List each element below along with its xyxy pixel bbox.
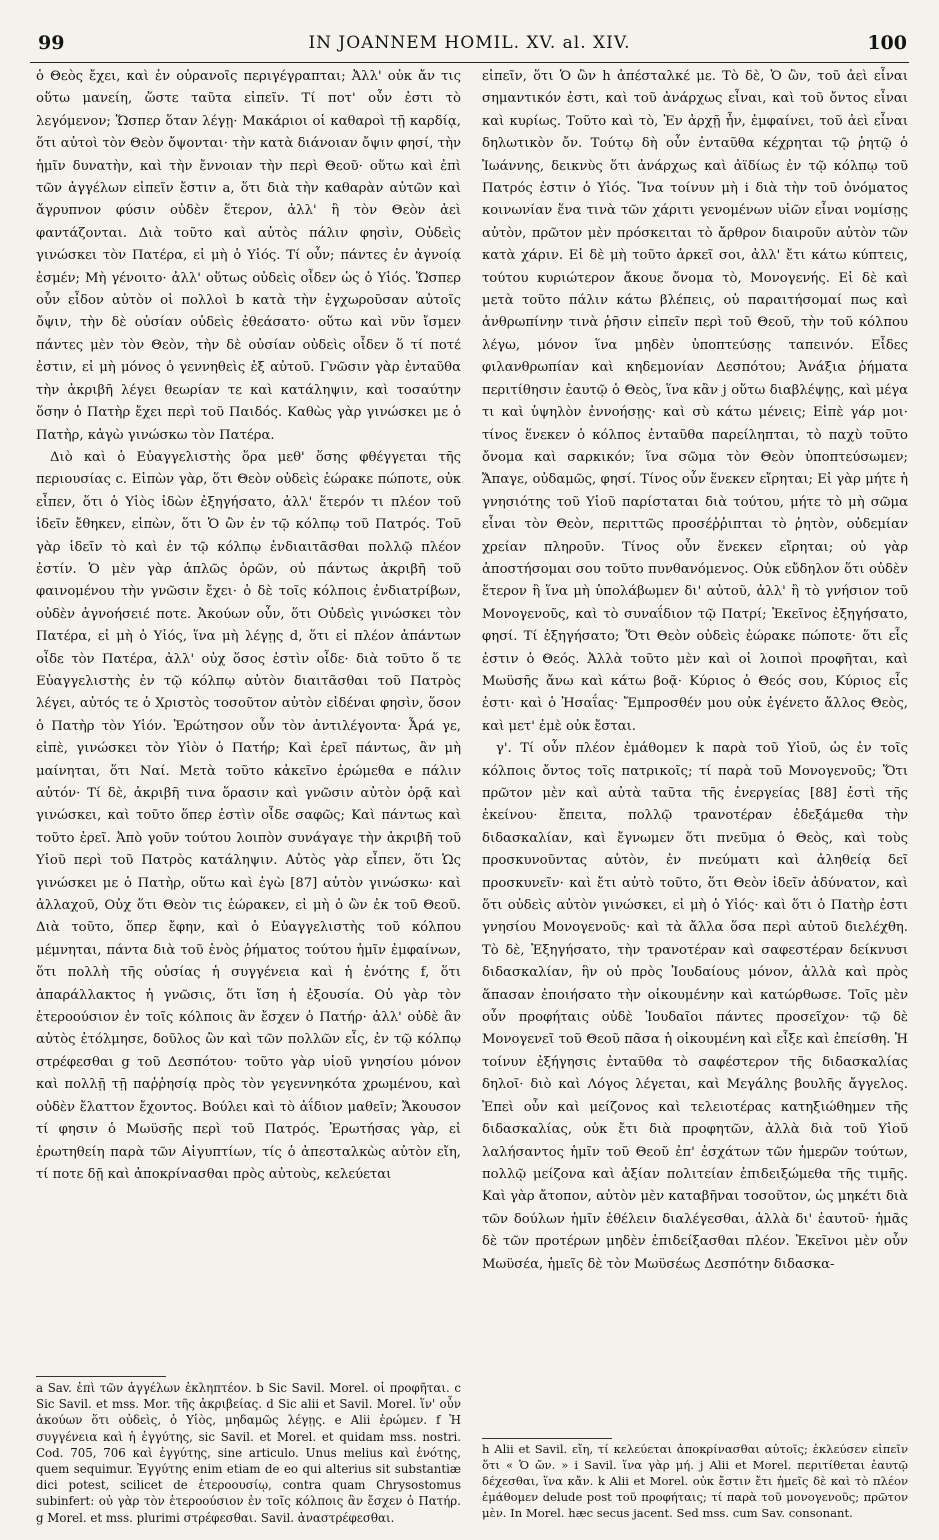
footnote: h Alii et Savil. εἴη, τί κελεύεται ἀποκρίνασθαι αὐτοῖς; ἐκλεύσεν εἰπεῖν ὅτι « Ὁ ὤν. » i Savil. ἵνα γὰρ μή. j Alii et Morel. περιτίθεται ἑαυτῷ δέχεσθαι, ἵνα κἄν. k Alii et Morel. οὐκ ἔστιν ἔτι ἡμεῖς δὲ καὶ τὸ πλέον ἐμάθομεν delude post τοῦ προφήταις; τί παρὰ τοῦ μονογενοῦς; πρῶτον μὲν. In Morel. hæc secus jacent. Sed mss. cum Sav. consonant.	[482, 1442, 908, 1520]
paragraph: εἰπεῖν, ὅτι Ὁ ὢν h ἀπέσταλκέ με. Τὸ δὲ, Ὁ ὢν, τοῦ ἀεὶ εἶναι σημαντικόν ἐστι, καὶ τοῦ ἀνάρχως εἶναι, καὶ τοῦ ὄντος εἶναι καὶ κυρίως. Τοῦτο καὶ τὸ, Ἐν ἀρχῇ ἦν, ἐμφαίνει, τοῦ ἀεὶ εἶναι δηλωτικὸν ὄν. Τούτῳ δὴ οὖν ἐνταῦθα κέχρηται τῷ ῥητῷ ὁ Ἰωάννης, δεικνὺς ὅτι ἀνάρχως καὶ ἀϊδίως ἐν τῷ κόλπῳ τοῦ Πατρός ἐστιν ὁ Υἱός. Ἵνα τοίνυν μὴ i διὰ τὴν τοῦ ὀνόματος κοινωνίαν ἕνα τινὰ τῶν χάριτι γενομένων υἱῶν εἶναι νομίσῃς αὐτὸν, πρῶτον μὲν πρόσκειται τὸ ἄρθρον διαιροῦν αὐτὸν τῶν κατὰ χάριν. Εἰ δὲ μὴ τοῦτο ἀρκεῖ σοι, ἀλλ' ἔτι κάτω κύπτεις, τούτου κυριώτερον ἄκουε ὄνομα τὸ, Μονογενής. Εἰ δὲ καὶ μετὰ τοῦτο πάλιν κάτω βλέπεις, οὐ παραιτήσομαί πως καὶ ἀνθρωπίνην τινὰ ῥῆσιν εἰπεῖν περὶ τοῦ Θεοῦ, τὴν τοῦ κόλπου λέγω, μόνον ἵνα μηδὲν ὑποπτεύσῃς ταπεινόν. Εἶδες φιλανθρωπίαν καὶ κηδεμονίαν Δεσπότου; Ἀνάξια ῥήματα περιτίθησιν ἑαυτῷ ὁ Θεὸς, ἵνα κἂν j οὕτω διαβλέψῃς, καὶ μέγα τι καὶ ὑψηλὸν ἐννοήσῃς· καὶ σὺ κάτω μένεις; Εἰπὲ γάρ μοι· τίνος ἕνεκεν ὁ κόλπος ἐνταῦθα παρείληπται, τὸ παχὺ τοῦτο ὄνομα καὶ σαρκικόν; ἵνα σῶμα τὸν Θεὸν ὑποπτεύσωμεν; Ἄπαγε, οὐδαμῶς, φησί. Τίνος οὖν ἕνεκεν εἴρηται; Εἰ γὰρ μήτε ἡ γνησιότης τοῦ Υἱοῦ παρίσταται διὰ τούτου, μήτε τὸ μὴ σῶμα εἶναι τὸν Θεὸν, περιττῶς προσέῤῥιπται τὸ ῥητὸν, οὐδεμίαν χρείαν πληροῦν. Τίνος οὖν ἕνεκεν εἴρηται; οὐ γὰρ ἀποστήσομαι σου τοῦτο πυνθανόμενος. Οὐκ εὔδηλον ὅτι οὐδὲν ἕτερον ἢ ἵνα μὴ ὑπολάβωμεν δι' αὐτοῦ, ἀλλ' ἢ τὸ γνήσιον τοῦ Μονογενοῦς, καὶ τὸ συναΐδιον τῷ Πατρί; Ἐκεῖνος ἐξηγήσατο, φησί. Τί ἐξηγήσατο; Ὅτι Θεὸν οὐδεὶς ἑώρακε πώποτε· ὅτι εἷς ἐστιν ὁ Θεός. Ἀλλὰ τοῦτο μὲν καὶ οἱ λοιποὶ προφῆται, καὶ Μωϋσῆς ἄνω καὶ κάτω βοᾷ· Κύριος ὁ Θεός σου, Κύριος εἷς ἐστι· καὶ ὁ Ἠσαΐας· Ἔμπροσθέν μου οὐκ ἐγένετο ἄλλος Θεὸς, καὶ μετ' ἐμὲ οὐκ ἔσται.	[482, 69, 908, 734]
running-header	[30, 28, 909, 63]
paragraph: γ'. Τί οὖν πλέον ἐμάθομεν k παρὰ τοῦ Υἱοῦ, ὡς ἐν τοῖς κόλποις ὄντος τοῖς πατρικοῖς; τί παρὰ τοῦ Μονογενοῦς; Ὅτι πρῶτον μὲν καὶ αὐτὰ ταῦτα τῆς ἐνεργείας [88] ἐστὶ τῆς ἐκείνου· ἔπειτα, πολλῷ τρανοτέραν ἐδεξάμεθα τὴν διδασκαλίαν, καὶ ἔγνωμεν ὅτι πνεῦμα ὁ Θεὸς, καὶ τοὺς προσκυνοῦντας αὐτὸν, ἐν πνεύματι καὶ ἀληθείᾳ δεῖ προσκυνεῖν· καὶ ἔτι αὐτὸ τοῦτο, ὅτι Θεὸν ἰδεῖν ἀδύνατον, καὶ ὅτι οὐδεὶς αὐτὸν γινώσκει, εἰ μὴ ὁ Υἱός· καὶ ὅτι ὁ Πατὴρ ἐστι γνησίου Μονογενοῦς· καὶ τὰ ἄλλα ὅσα περὶ αὐτοῦ διελέχθη. Τὸ δὲ, Ἐξηγήσατο, τὴν τρανοτέραν καὶ σαφεστέραν δείκνυσι διδασκαλίαν, ἣν οὐ πρὸς Ἰουδαίους μόνον, ἀλλὰ καὶ πρὸς ἅπασαν ἐποιήσατο τὴν οἰκουμένην καὶ κατώρθωσε. Τοῖς μὲν οὖν προφήταις οὐδὲ Ἰουδαῖοι πάντες προσεῖχον· τῷ δὲ Μονογενεῖ τοῦ Θεοῦ πᾶσα ἡ οἰκουμένη καὶ εἶξε καὶ ἐπείσθη. Ἡ τοίνυν ἐξήγησις ἐνταῦθα τὸ σαφέστερον τῆς διδασκαλίας δηλοῖ· διὸ καὶ Λόγος λέγεται, καὶ Μεγάλης βουλῆς ἄγγελος. Ἐπεὶ οὖν καὶ μείζονος καὶ τελειοτέρας κατηξιώθημεν τῆς διδασκαλίας, οὐκ ἔτι διὰ προφητῶν, ἀλλὰ διὰ τοῦ Υἱοῦ λαλήσαντος ἡμῖν τοῦ Θεοῦ ἐπ' ἐσχάτων τῶν ἡμερῶν τούτων, πολλῷ μείζονα καὶ ἀξίαν πολιτείαν ἐπιδειξώμεθα τῆς τιμῆς. Καὶ γὰρ ἄτοπον, αὐτὸν μὲν καταβῆναι τοσοῦτον, ὡς μηκέτι διὰ τῶν δούλων ἡμῖν ἐθέλειν διαλέγεσθαι, ἀλλὰ δι' ἑαυτοῦ· ἡμᾶς δὲ τῶν προτέρων μηδὲν ἐπιδείξασθαι πλέον. Ἐκεῖνοι μὲν οὖν Μωϋσέα, ἡμεῖς δὲ τὸν Μωϋσέως Δεσπότην διδασκα-	[482, 741, 908, 1272]
footnote-rule-left	[36, 1376, 166, 1377]
footnote: a Sav. ἐπὶ τῶν ἀγγέλων ἐκληπτέον. b Sic Savil. Morel. οἱ προφῆται. c Sic Savil. et mss. Mor. τῆς ἀκριβείας. d Sic alii et Savil. Morel. ἵν' οὖν ἀκούων ὅτι οὐδεὶς, ὁ Υἱὸς, μηδαμῶς λέγῃς. e Alii ἐρώμεν. f Ἡ συγγένεια καὶ ἡ ἐγγύτης, sic Savil. et Morel. et quidam mss. nostri. Cod. 705, 706 καὶ ἐγγύτης, sine articulo. Unus melius καὶ ἑνότης, quem sequimur. Ἐγγύτης enim etiam de eo qui alterius sit substantiæ dici potest, scilicet de ἑτεροουσίῳ, contra quam Chrysostomus subinfert: οὐ γὰρ τὸν ἑτεροούσιον ἐν τοῖς κόλποις ἂν ἔσχεν ὁ Πατήρ. g Morel. et mss. plurimi στρέφεσθαι. Savil. ἀναστρέφεσθαι.	[36, 1381, 461, 1525]
page-number-left: 99	[38, 32, 65, 54]
paragraph: Διὸ καὶ ὁ Εὐαγγελιστὴς ὅρα μεθ' ὅσης φθέγγεται τῆς περιουσίας c. Εἰπὼν γὰρ, ὅτι Θεὸν οὐδεὶς ἑώρακε πώποτε, οὐκ εἶπεν, ὅτι ὁ Υἱὸς ἰδὼν ἐξηγήσατο, ἀλλ' ἕτερόν τι πλέον τοῦ ἰδεῖν ἔθηκεν, εἰπὼν, ὅτι Ὁ ὢν ἐν τῷ κόλπῳ τοῦ Πατρός. Τοῦ γὰρ ἰδεῖν τὸ καὶ ἐν τῷ κόλπῳ ἐνδιαιτᾶσθαι πολλῷ πλέον ἐστίν. Ὁ μὲν γὰρ ἁπλῶς ὁρῶν, οὐ πάντως ἀκριβῆ τοῦ φαινομένου τὴν γνῶσιν ἔχει· ὁ δὲ τοῖς κόλποις ἐνδιατρίβων, οὐδὲν ἀγνοήσειέ ποτε. Ἀκούων οὖν, ὅτι Οὐδεὶς γινώσκει τὸν Πατέρα, εἰ μὴ ὁ Υἱός, ἵνα μὴ λέγῃς d, ὅτι εἰ πλέον ἁπάντων οἶδε τὸν Πατέρα, ἀλλ' οὐχ ὅσος ἐστὶν οἶδε· διὰ τοῦτο ὅ τε Εὐαγγελιστὴς ἐν τῷ κόλπῳ αὐτὸν διαιτᾶσθαι τοῦ Πατρὸς λέγει, αὐτός τε ὁ Χριστὸς τοσοῦτον αὐτὸν εἰδέναι φησὶν, ὅσον ὁ Πατὴρ τὸν Υἱόν. Ἐρώτησον οὖν τὸν ἀντιλέγοντα· Ἆρά γε, εἰπὲ, γινώσκει τὸν Υἱὸν ὁ Πατήρ; Καὶ ἐρεῖ πάντως, ἂν μὴ μαίνηται, ὅτι Ναί. Μετὰ τοῦτο κἀκεῖνο ἐρώμεθα e πάλιν αὐτόν· Τί δὲ, ἀκριβῆ τινα ὅρασιν καὶ γνῶσιν αὐτὸν ὁρᾷ καὶ γινώσκει, καὶ τοῦτο ὅπερ ἐστὶν οἶδε σαφῶς; Καὶ πάντως καὶ τοῦτο ἐρεῖ. Ἀπὸ γοῦν τούτου λοιπὸν συνάγαγε τὴν ἀκριβῆ τοῦ Υἱοῦ περὶ τοῦ Πατρὸς κατάληψιν. Αὐτὸς γὰρ εἶπεν, ὅτι Ὡς γινώσκει με ὁ Πατὴρ, οὕτω καὶ ἐγὼ [87] αὐτὸν γινώσκω· καὶ ἀλλαχοῦ, Οὐχ ὅτι Θεὸν τις ἑώρακεν, εἰ μὴ ὁ ὢν ἐκ τοῦ Θεοῦ. Διὰ τοῦτο, ὅπερ ἔφην, καὶ ὁ Εὐαγγελιστὴς τοῦ κόλπου μέμνηται, πάντα διὰ τοῦ ἑνὸς ῥήματος τούτου ἡμῖν ἐμφαίνων, ὅτι πολλὴ τῆς οὐσίας ἡ συγγένεια καὶ ἡ ἑνότης f, ὅτι ἀπαράλλακτος ἡ γνῶσις, ὅτι ἴση ἡ ἐξουσία. Οὐ γὰρ τὸν ἑτεροούσιον ἐν τοῖς κόλποις ἂν ἔσχεν ὁ Πατήρ· ἀλλ' οὐδὲ ἂν αὐτὸς ἐτόλμησε, δοῦλος ὢν καὶ τῶν πολλῶν εἷς, ἐν τῷ κόλπῳ στρέφεσθαι g τοῦ Δεσπότου· τοῦτο γὰρ υἱοῦ γνησίου μόνον καὶ πολλῇ τῇ παῤῥησίᾳ πρὸς τὸν γεγεννηκότα χρωμένου, καὶ οὐδὲν ἔλαττον ἔχοντος. Βούλει καὶ τὸ ἀΐδιον μαθεῖν; Ἄκουσον τί φησιν ὁ Μωϋσῆς περὶ τοῦ Πατρός. Ἐρωτήσας γὰρ, εἰ ἐρωτηθείη παρὰ τῶν Αἰγυπτίων, τίς ὁ ἀπεσταλκὼς αὐτὸν εἴη, τί ποτε δῇ καὶ ἀποκρίνασθαι πρὸς αὐτοὺς, κελεύεται	[36, 449, 461, 1182]
paragraph: ὁ Θεὸς ἔχει, καὶ ἐν οὐρανοῖς περιγέγραπται; Ἀλλ' οὐκ ἄν τις οὕτω μανείη, ὥστε ταῦτα εἰπεῖν. Τί ποτ' οὖν ἐστι τὸ λεγόμενον; Ὥσπερ ὅταν λέγῃ· Μακάριοι οἱ καθαροὶ τῇ καρδίᾳ, ὅτι αὐτοὶ τὸν Θεὸν ὄψονται· τὴν κατὰ διάνοιαν ὄψιν φησί, τὴν ἡμῖν δυνατὴν, καὶ τὴν ἔννοιαν τὴν περὶ Θεοῦ· οὕτω καὶ ἐπὶ τῶν ἀγγέλων εἰπεῖν ἔστιν a, ὅτι διὰ τὴν καθαρὰν αὐτῶν καὶ ἄγρυπνον φύσιν οὐδὲν ἕτερον, ἀλλ' ἢ τὸν Θεὸν ἀεὶ φαντάζονται. Διὰ τοῦτο καὶ αὐτὸς πάλιν φησὶν, Οὐδεὶς γινώσκει τὸν Πατέρα, εἰ μὴ ὁ Υἱός. Τί οὖν; πάντες ἐν ἀγνοίᾳ ἐσμέν; Μὴ γένοιτο· ἀλλ' οὕτως οὐδεὶς οἶδεν ὡς ὁ Υἱός. Ὥσπερ οὖν εἶδον αὐτὸν οἱ πολλοὶ b κατὰ τὴν ἐγχωροῦσαν αὐτοῖς ὄψιν, τὴν δὲ οὐσίαν οὐδεὶς ἐθεάσατο· οὕτω καὶ νῦν ἴσμεν πάντες μὲν τὸν Θεὸν, τὴν δὲ οὐσίαν οὐδεὶς οἶδεν ὅ τί ποτέ ἐστιν, εἰ μὴ μόνος ὁ γεννηθεὶς ἐξ αὐτοῦ. Γνῶσιν γὰρ ἐνταῦθα τὴν ἀκριβῆ λέγει θεωρίαν τε καὶ κατάληψιν, καὶ τοσαύτην ὅσην ὁ Πατὴρ ἔχει περὶ τοῦ Παιδός. Καθὼς γὰρ γινώσκει με ὁ Πατὴρ, κἀγὼ γινώσκω τὸν Πατέρα.	[36, 69, 461, 443]
footnotes-right	[482, 1442, 908, 1522]
footnotes-left	[36, 1380, 461, 1526]
footnote-rule-right	[482, 1438, 612, 1439]
page-number-right: 100	[867, 32, 907, 54]
running-title: IN JOANNEM HOMIL. XV. al. XIV.	[308, 33, 631, 53]
left-column	[36, 66, 461, 1186]
right-column	[482, 66, 908, 1276]
